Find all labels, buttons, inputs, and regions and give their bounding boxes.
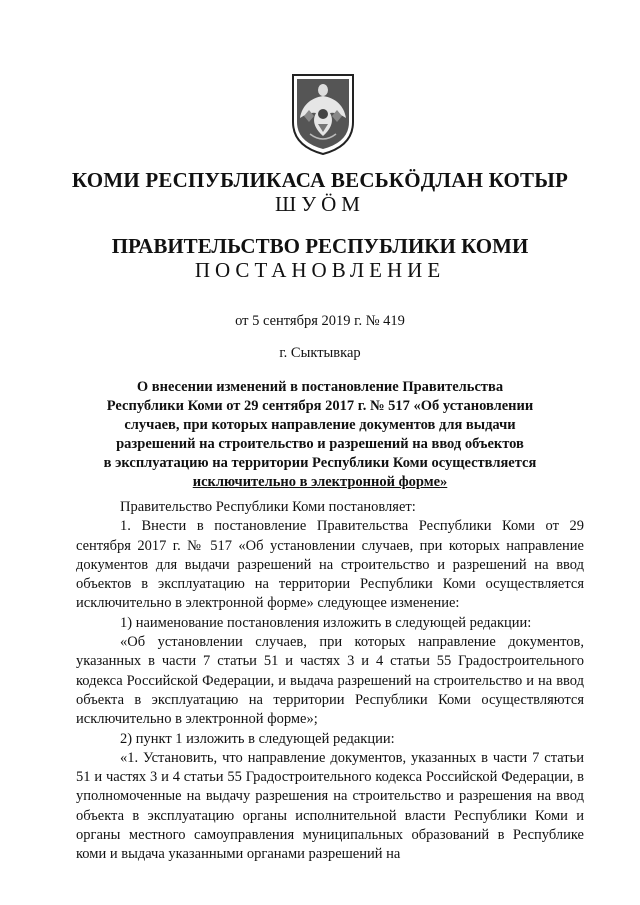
header-komi-language: КОМИ РЕСПУБЛИКАСА ВЕСЬКӦДЛАН КОТЫР (71, 168, 569, 192)
body-paragraph: «1. Установить, что направление документов, указанных в части 7 статьи 51 и частях 3 и 4 статьи 55 Градостроительного кодекса Российской Федерации, в уполномоченные на выдачу разрешения на строительство и разрешения на ввод объекта в эксплуатацию органы исполнительной власти Республики Коми и органы местного самоуправления муниципальных образований в Республике коми и выдача указанными органами разрешений на (76, 749, 584, 863)
title-line: О внесении изменений в постановление Правительства (136, 379, 504, 395)
title-line: Республики Коми от 29 сентября 2017 г. № 517 «Об установлении (106, 398, 534, 414)
body-paragraph: 1. Внести в постановление Правительства Республики Коми от 29 сентября 2017 г. № 517 «Об установлении случаев, при которых направление документов для выдачи разрешений на строительство и разрешений на ввод объектов в эксплуатацию на территории Республики Коми осуществляется исключительно в электронной форме» следующее изменение: (76, 518, 584, 612)
document-body (76, 498, 584, 865)
title-line-underlined: исключительно в электронной форме» (192, 474, 448, 490)
document-title (60, 378, 580, 492)
body-paragraph: 2) пункт 1 изложить в следующей редакции: (120, 730, 395, 747)
title-line: случаев, при которых направление документов для выдачи (124, 417, 516, 433)
document-city: г. Сыктывкар (279, 345, 361, 361)
coat-of-arms-emblem (290, 72, 356, 156)
document-date: от 5 сентября 2019 г. № 419 (235, 313, 405, 329)
title-line: разрешений на строительство и разрешений на ввод объектов (116, 436, 524, 452)
body-paragraph: «Об установлении случаев, при которых направление документов, указанных в части 7 статьи 51 и частях 3 и 4 статьи 55 Градостроительного кодекса Российской Федерации, и выдача разрешений на строительство и на ввод объекта в эксплуатацию на территории Республики Коми осуществляются исключительно в электронной форме»; (76, 634, 584, 728)
header-shuom: ШУӦМ (275, 192, 365, 216)
header-resolution: ПОСТАНОВЛЕНИЕ (194, 258, 446, 282)
header-government: ПРАВИТЕЛЬСТВО РЕСПУБЛИКИ КОМИ (111, 234, 529, 258)
body-paragraph: Правительство Республики Коми постановляет: (120, 499, 416, 515)
title-line: в эксплуатацию на территории Республики Коми осуществляется (103, 455, 537, 471)
body-paragraph: 1) наименование постановления изложить в следующей редакции: (120, 614, 532, 631)
